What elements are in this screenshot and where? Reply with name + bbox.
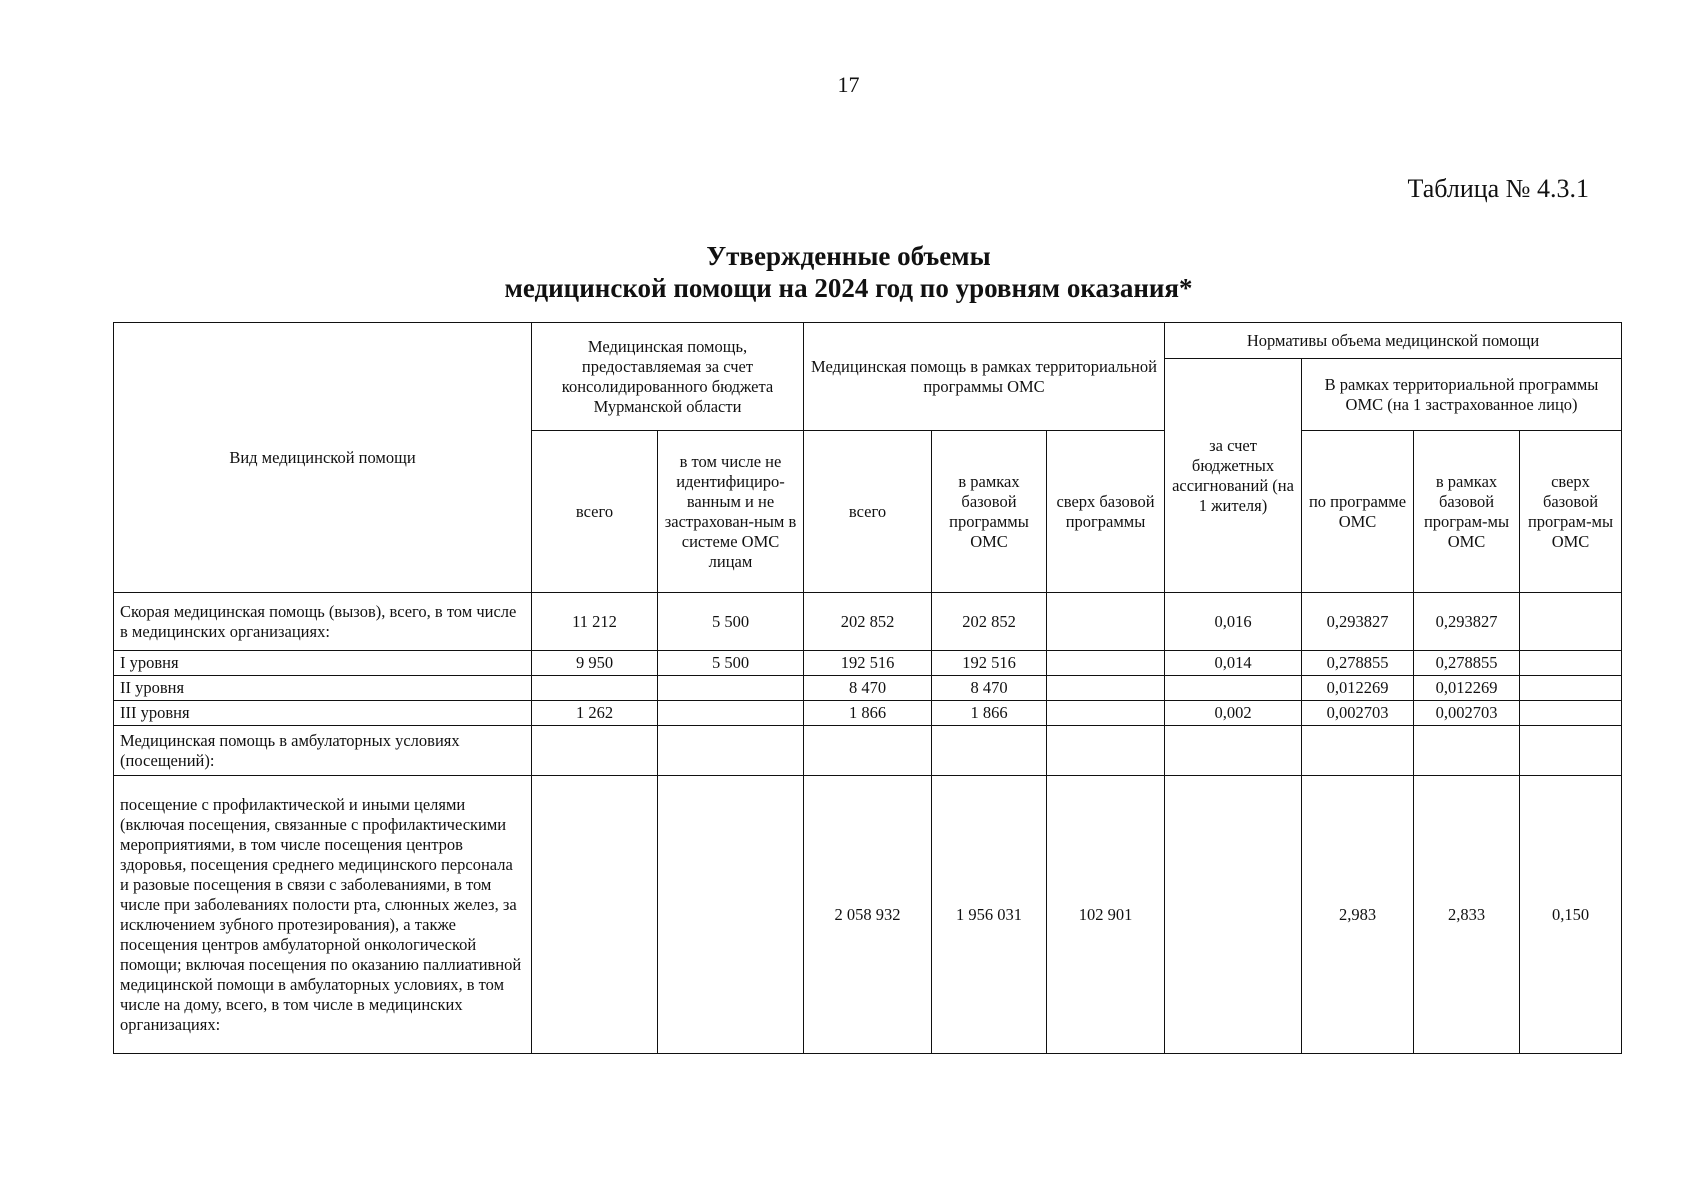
cell-oms-total: 192 516: [804, 651, 932, 676]
cell-oms-base: 1 956 031: [932, 776, 1047, 1054]
cell-oms-total: 202 852: [804, 593, 932, 651]
table-row: [114, 651, 1622, 676]
cell-norm-oms-above: 0,150: [1520, 776, 1622, 1054]
cell-oms-base: 1 866: [932, 701, 1047, 726]
cell-norm-budget: 0,014: [1165, 651, 1302, 676]
cell-budget-unidentified: [658, 701, 804, 726]
cell-budget-unidentified: [658, 776, 804, 1054]
cell-norm-oms-program: 0,278855: [1302, 651, 1414, 676]
cell-norm-oms-program: 0,012269: [1302, 676, 1414, 701]
cell-budget-total: [532, 776, 658, 1054]
cell-budget-total: 9 950: [532, 651, 658, 676]
cell-norm-oms-program: [1302, 726, 1414, 776]
volumes-table: [113, 322, 1622, 1054]
cell-norm-oms-above: [1520, 651, 1622, 676]
header-budget-total: всего: [532, 431, 658, 593]
header-vid: Вид медицинской помощи: [114, 323, 532, 593]
cell-norm-oms-base: 2,833: [1414, 776, 1520, 1054]
row-label: III уровня: [114, 701, 532, 726]
cell-budget-total: 11 212: [532, 593, 658, 651]
cell-oms-base: [932, 726, 1047, 776]
page-number: 17: [837, 72, 860, 97]
cell-oms-total: 2 058 932: [804, 776, 932, 1054]
cell-budget-total: [532, 726, 658, 776]
cell-oms-base: 202 852: [932, 593, 1047, 651]
header-norms-oms-group: В рамках территориальной программы ОМС (на 1 застрахованное лицо): [1302, 359, 1622, 431]
cell-oms-above: [1047, 726, 1165, 776]
row-label: Скорая медицинская помощь (вызов), всего, в том числе в медицинских организациях:: [114, 593, 532, 651]
cell-budget-total: [532, 676, 658, 701]
cell-norm-oms-program: 0,002703: [1302, 701, 1414, 726]
cell-norm-budget: [1165, 726, 1302, 776]
title-line-2: медицинской помощи на 2024 год по уровням оказания*: [504, 273, 1193, 303]
cell-norm-oms-program: 2,983: [1302, 776, 1414, 1054]
cell-norm-oms-above: [1520, 701, 1622, 726]
header-norm-oms-above: сверх базовой програм-мы ОМС: [1520, 431, 1622, 593]
cell-norm-budget: [1165, 676, 1302, 701]
cell-budget-unidentified: 5 500: [658, 651, 804, 676]
cell-norm-oms-program: 0,293827: [1302, 593, 1414, 651]
row-label: посещение с профилактической и иными целями (включая посещения, связанные с профилактическими мероприятиями, в том числе посещения центров здоровья, посещения среднего медицинского персонала и разовые посещения в связи с заболеваниями, в том числе при заболеваниях полости рта, слюнных желез, за исключением зубного протезирования), а также посещения центров амбулаторной онкологической помощи; включая посещения по оказанию паллиативной медицинской помощи в амбулаторных условиях, в том числе на дому, всего, в том числе в медицинских организациях:: [114, 776, 532, 1054]
title-line-1: Утвержденные объемы: [706, 241, 991, 271]
cell-oms-total: [804, 726, 932, 776]
header-budget-unidentified: в том числе не идентифициро-ванным и не застрахован-ным в системе ОМС лицам: [658, 431, 804, 593]
cell-norm-oms-base: 0,002703: [1414, 701, 1520, 726]
table-row: [114, 593, 1622, 651]
page-title: [0, 240, 1697, 304]
cell-norm-oms-base: 0,278855: [1414, 651, 1520, 676]
table-row: [114, 676, 1622, 701]
header-oms-group: Медицинская помощь в рамках территориальной программы ОМС: [804, 323, 1165, 431]
cell-norm-oms-base: 0,012269: [1414, 676, 1520, 701]
cell-budget-unidentified: [658, 726, 804, 776]
cell-norm-budget: 0,016: [1165, 593, 1302, 651]
row-label: II уровня: [114, 676, 532, 701]
cell-norm-budget: 0,002: [1165, 701, 1302, 726]
cell-oms-above: [1047, 676, 1165, 701]
header-norm-oms-program: по программе ОМС: [1302, 431, 1414, 593]
row-label: Медицинская помощь в амбулаторных условиях (посещений):: [114, 726, 532, 776]
table-row: [114, 726, 1622, 776]
header-norms-budget: за счет бюджетных ассигнований (на 1 жителя): [1165, 359, 1302, 593]
cell-oms-above: [1047, 651, 1165, 676]
cell-oms-total: 1 866: [804, 701, 932, 726]
cell-norm-oms-above: [1520, 726, 1622, 776]
table-row: [114, 776, 1622, 1054]
row-label: I уровня: [114, 651, 532, 676]
cell-budget-total: 1 262: [532, 701, 658, 726]
header-norms-group: Нормативы объема медицинской помощи: [1165, 323, 1622, 359]
cell-budget-unidentified: 5 500: [658, 593, 804, 651]
cell-oms-above: [1047, 701, 1165, 726]
header-oms-total: всего: [804, 431, 932, 593]
table-label: Таблица № 4.3.1: [1407, 174, 1589, 203]
cell-oms-base: 8 470: [932, 676, 1047, 701]
header-norm-oms-base: в рамках базовой програм-мы ОМС: [1414, 431, 1520, 593]
header-oms-above: сверх базовой программы: [1047, 431, 1165, 593]
cell-norm-oms-above: [1520, 676, 1622, 701]
cell-oms-base: 192 516: [932, 651, 1047, 676]
cell-budget-unidentified: [658, 676, 804, 701]
cell-oms-total: 8 470: [804, 676, 932, 701]
cell-norm-budget: [1165, 776, 1302, 1054]
cell-norm-oms-base: 0,293827: [1414, 593, 1520, 651]
cell-oms-above: 102 901: [1047, 776, 1165, 1054]
cell-oms-above: [1047, 593, 1165, 651]
header-oms-base: в рамках базовой программы ОМС: [932, 431, 1047, 593]
cell-norm-oms-above: [1520, 593, 1622, 651]
table-row: [114, 701, 1622, 726]
header-budget-group: Медицинская помощь, предоставляемая за счет консолидированного бюджета Мурманской области: [532, 323, 804, 431]
cell-norm-oms-base: [1414, 726, 1520, 776]
